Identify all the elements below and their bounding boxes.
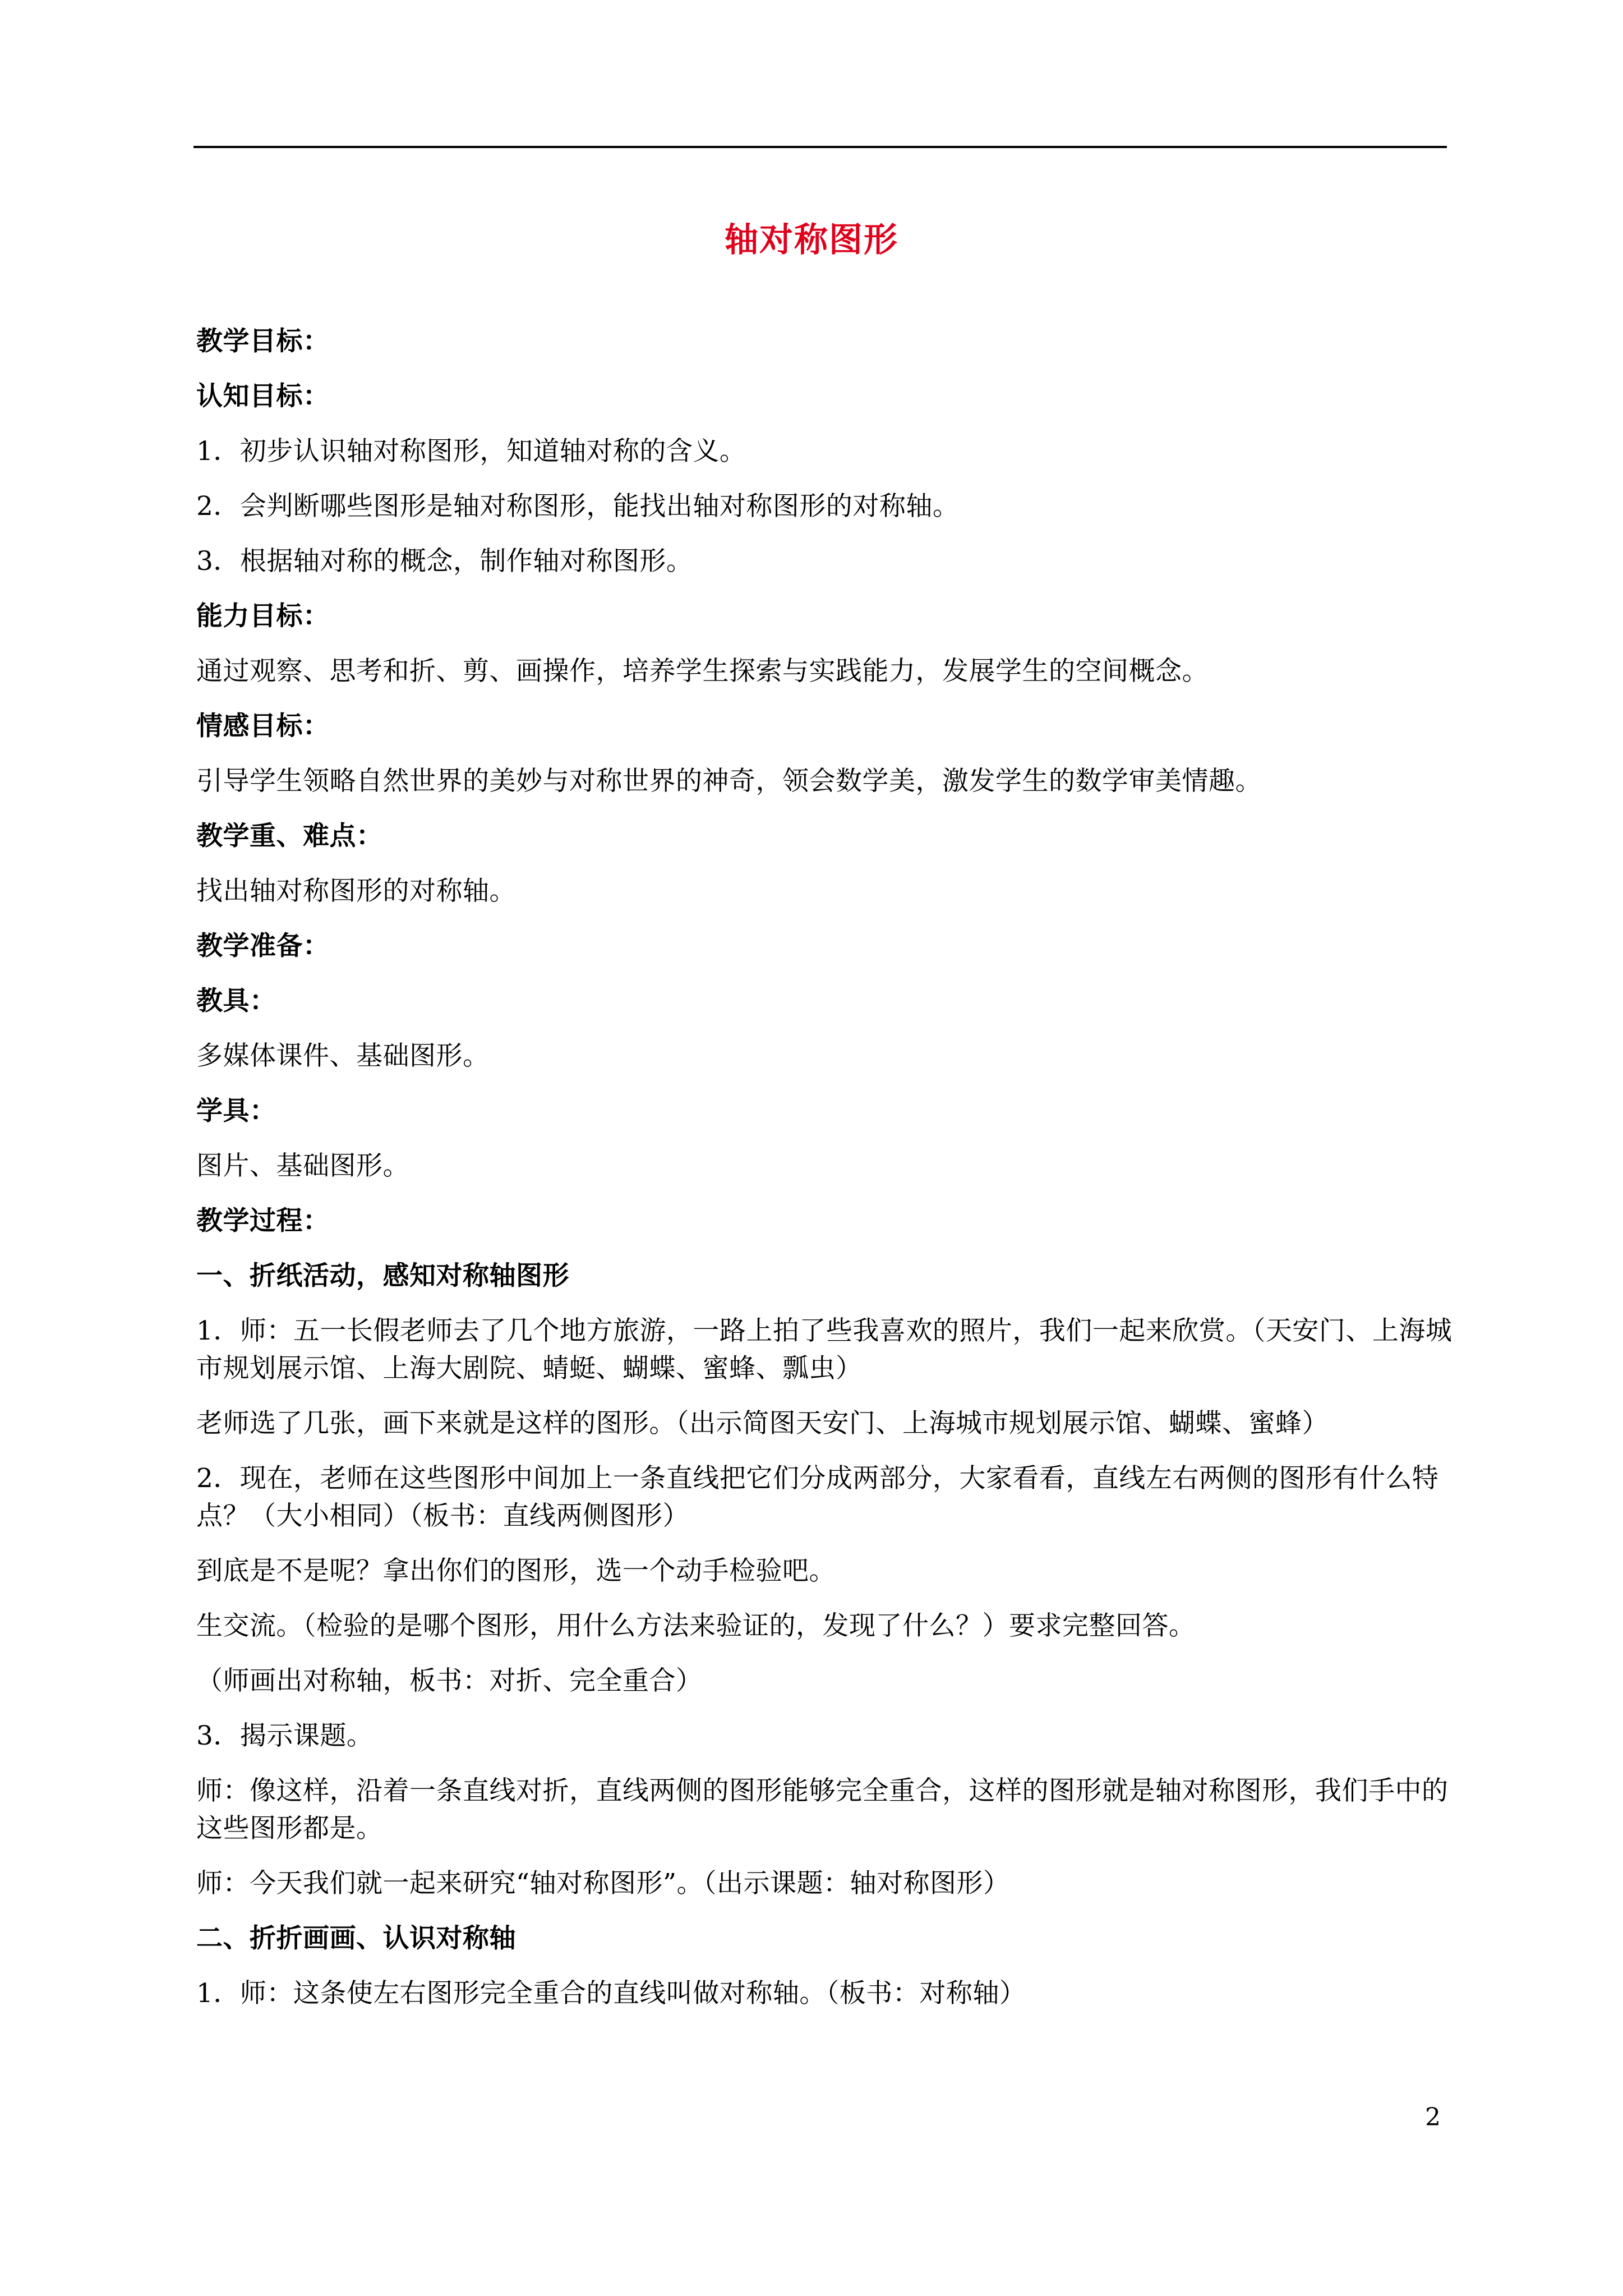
- paragraph: 老师选了几张，画下来就是这样的图形。（出示简图天安门、上海城市规划展示馆、蝴蝶、蜜蜂）: [196, 1408, 1329, 1439]
- paragraph: 3．根据轴对称的概念，制作轴对称图形。: [196, 546, 693, 577]
- document-body: [196, 323, 1453, 2030]
- paragraph: 引导学生领略自然世界的美妙与对称世界的神奇，领会数学美，激发学生的数学审美情趣。: [196, 766, 1262, 797]
- paragraph: 2．会判断哪些图形是轴对称图形，能找出轴对称图形的对称轴。: [196, 491, 960, 522]
- paragraph: 通过观察、思考和折、剪、画操作，培养学生探索与实践能力，发展学生的空间概念。: [196, 656, 1209, 687]
- section-heading: 教学重、难点：: [196, 821, 383, 852]
- section-heading: 能力目标：: [196, 601, 330, 632]
- section-heading: 一、折纸活动，感知对称轴图形: [196, 1260, 569, 1291]
- paragraph: 找出轴对称图形的对称轴。: [196, 876, 516, 907]
- page-number: 2: [1425, 2103, 1441, 2132]
- paragraph: 图片、基础图形。: [196, 1151, 409, 1181]
- section-heading: 情感目标：: [196, 711, 330, 742]
- section-heading: 二、折折画画、认识对称轴: [196, 1923, 516, 1954]
- paragraph: 师：今天我们就一起来研究“轴对称图形”。（出示课题：轴对称图形）: [196, 1868, 1010, 1899]
- paragraph: 到底是不是呢？拿出你们的图形，选一个动手检验吧。: [196, 1556, 836, 1586]
- section-heading: 认知目标：: [196, 381, 330, 412]
- paragraph: （师画出对称轴，板书：对折、完全重合）: [196, 1665, 703, 1696]
- section-heading: 教具：: [196, 986, 276, 1016]
- section-heading: 教学目标：: [196, 326, 330, 357]
- section-heading: 教学过程：: [196, 1205, 330, 1236]
- paragraph: 3．揭示课题。: [196, 1720, 374, 1751]
- section-heading: 教学准备：: [196, 931, 330, 961]
- paragraph: 2．现在，老师在这些图形中间加上一条直线把它们分成两部分，大家看看，直线左右两侧的图形有什么特点？（大小相同）（板书：直线两侧图形）: [196, 1463, 1439, 1531]
- paragraph: 多媒体课件、基础图形。: [196, 1041, 490, 1071]
- document-title: 轴对称图形: [725, 220, 898, 260]
- paragraph: 1．初步认识轴对称图形，知道轴对称的含义。: [196, 436, 746, 467]
- paragraph: 1．师：这条使左右图形完全重合的直线叫做对称轴。（板书：对称轴）: [196, 1978, 1026, 2009]
- paragraph: 生交流。（检验的是哪个图形，用什么方法来验证的，发现了什么？）要求完整回答。: [196, 1611, 1196, 1641]
- paragraph: 1．师：五一长假老师去了几个地方旅游，一路上拍了些我喜欢的照片，我们一起来欣赏。（天安门、上海城市规划展示馆、上海大剧院、蜻蜓、蝴蝶、蜜蜂、瓢虫）: [196, 1315, 1453, 1384]
- header-rule: [193, 146, 1447, 148]
- paragraph: 师：像这样，沿着一条直线对折，直线两侧的图形能够完全重合，这样的图形就是轴对称图形，我们手中的这些图形都是。: [196, 1775, 1449, 1844]
- section-heading: 学具：: [196, 1096, 276, 1126]
